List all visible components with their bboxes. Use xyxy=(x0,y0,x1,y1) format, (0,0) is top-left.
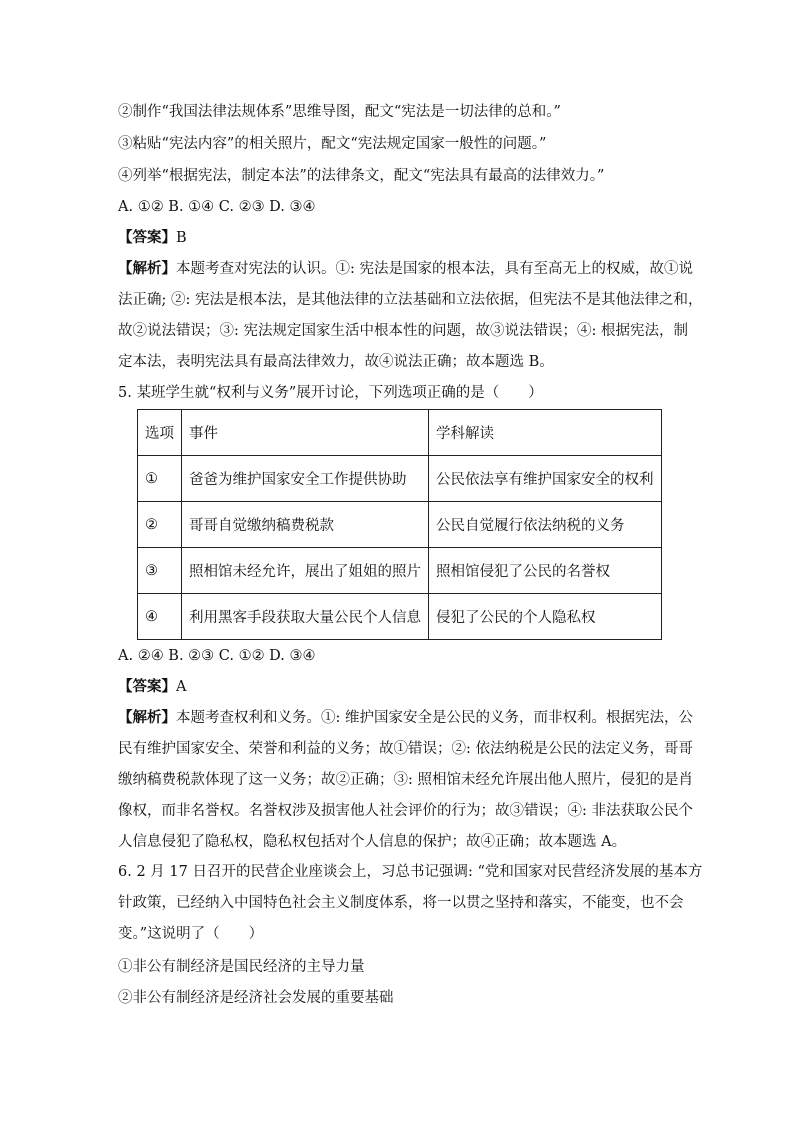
analysis-line: 【解析】本题考查权利和义务。①: 维护国家安全是公民的义务，而非权利。根据宪法，公 xyxy=(118,709,693,726)
analysis-line: 【解析】本题考查对宪法的认识。①: 宪法是国家的根本法，具有至高无上的权威，故①说 xyxy=(118,260,693,277)
q4-item-4: ④列举“根据宪法，制定本法”的法律条文，配文“宪法具有最高的法律效力。” xyxy=(118,168,605,184)
answer-tag: 【答案】 xyxy=(118,678,176,695)
analysis-line: 法正确; ②: 宪法是根本法，是其他法律的立法基础和立法依据，但宪法不是其他法律之和， xyxy=(118,292,703,308)
table-cell: 利用黑客手段获取大量公民个人信息 xyxy=(182,594,429,640)
answer-value: A xyxy=(176,679,187,695)
table-row xyxy=(138,502,662,548)
stem-line: 变。”这说明了（ ） xyxy=(118,926,264,942)
q5-table xyxy=(137,409,662,640)
table-header-cell: 选项 xyxy=(138,410,182,456)
q4-options: A. ①② B. ①④ C. ②③ D. ③④ xyxy=(118,199,316,215)
q5-answer xyxy=(118,677,186,697)
table-cell: 照相馆未经允许，展出了姐姐的照片 xyxy=(182,548,429,594)
table-cell: 哥哥自觉缴纳稿费税款 xyxy=(182,502,429,548)
table-cell: 照相馆侵犯了公民的名誉权 xyxy=(429,548,662,594)
analysis-line: 缴纳稿费税款体现了这一义务；故②正确；③: 照相馆未经允许展出他人照片，侵犯的是肖 xyxy=(118,772,693,788)
q6-item-1: ①非公有制经济是国民经济的主导力量 xyxy=(118,959,365,975)
answer-tag: 【答案】 xyxy=(118,229,176,246)
q6-stem xyxy=(118,857,703,950)
table-row xyxy=(138,594,662,640)
analysis-line: 故②说法错误；③: 宪法规定国家生活中根本性的问题，故③说法错误；④: 根据宪法，制 xyxy=(118,323,688,339)
table-cell: ② xyxy=(138,502,182,548)
table-header-cell: 学科解读 xyxy=(429,410,662,456)
table-header-row xyxy=(138,410,662,456)
q4-analysis xyxy=(118,253,703,378)
q5-analysis xyxy=(118,702,693,858)
answer-value: B xyxy=(176,230,187,246)
analysis-line: 人信息侵犯了隐私权，隐私权包括对个人信息的保护；故④正确；故本题选 A。 xyxy=(118,834,627,850)
analysis-tag: 【解析】 xyxy=(118,260,176,277)
analysis-line: 像权，而非名誉权。名誉权涉及损害他人社会评价的行为；故③错误；④: 非法获取公民个 xyxy=(118,803,693,819)
q5-options: A. ②④ B. ②③ C. ①② D. ③④ xyxy=(118,648,316,664)
analysis-line: 定本法，表明宪法具有最高法律效力，故④说法正确；故本题选 B。 xyxy=(118,354,554,370)
analysis-tag: 【解析】 xyxy=(118,709,176,726)
q5-stem: 5. 某班学生就“权利与义务”展开讨论，下列选项正确的是（ ） xyxy=(118,385,543,401)
table-cell: ④ xyxy=(138,594,182,640)
q4-item-2: ②制作“我国法律法规体系”思维导图，配文“宪法是一切法律的总和。” xyxy=(118,104,561,120)
table-header-cell: 事件 xyxy=(182,410,429,456)
table-cell: 侵犯了公民的个人隐私权 xyxy=(429,594,662,640)
q4-answer xyxy=(118,228,187,248)
q4-item-3: ③粘贴“宪法内容”的相关照片，配文“宪法规定国家一般性的问题。” xyxy=(118,136,547,152)
table-cell: ① xyxy=(138,456,182,502)
table-cell: ③ xyxy=(138,548,182,594)
stem-line: 针政策，已经纳入中国特色社会主义制度体系，将一以贯之坚持和落实，不能变，也不会 xyxy=(118,895,684,911)
table-row xyxy=(138,548,662,594)
table-cell: 公民自觉履行依法纳税的义务 xyxy=(429,502,662,548)
q6-item-2: ②非公有制经济是经济社会发展的重要基础 xyxy=(118,990,394,1006)
table-row xyxy=(138,456,662,502)
table-cell: 公民依法享有维护国家安全的权利 xyxy=(429,456,662,502)
stem-line: 6. 2 月 17 日召开的民营企业座谈会上，习总书记强调: “党和国家对民营经济发展的基本方 xyxy=(118,864,703,880)
table-cell: 爸爸为维护国家安全工作提供协助 xyxy=(182,456,429,502)
analysis-line: 民有维护国家安全、荣誉和利益的义务；故①错误；②: 依法纳税是公民的法定义务，哥哥 xyxy=(118,741,693,757)
